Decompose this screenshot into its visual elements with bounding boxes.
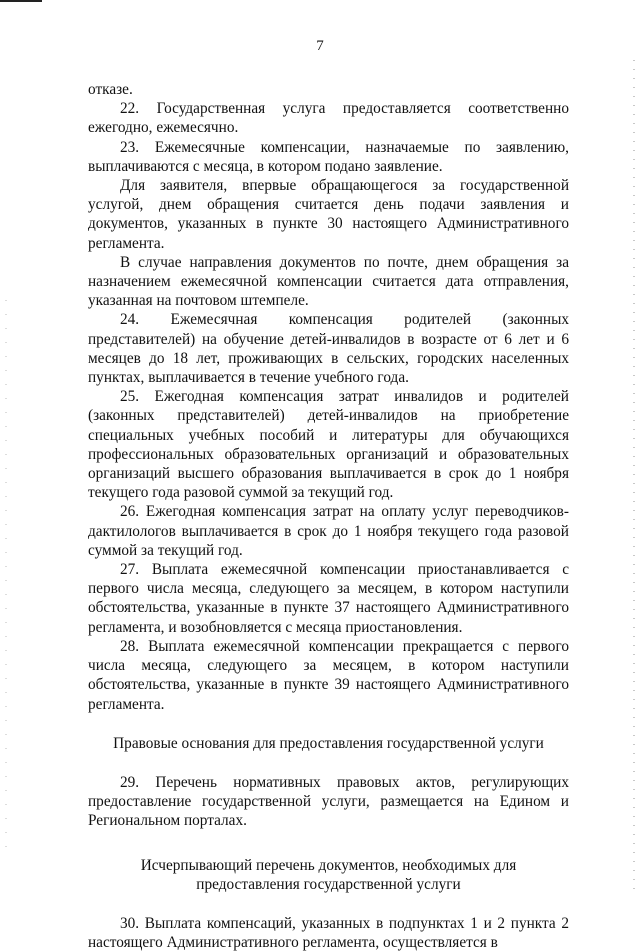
document-body — [88, 80, 569, 952]
paragraph-group-22-28 — [88, 80, 569, 714]
paragraph: 23. Ежемесячные компенсации, назначаемые по заявлению, выплачиваются с месяца, в котором подано заявление. — [88, 138, 569, 175]
paragraph-29: 29. Перечень нормативных правовых актов, регулирующих предоставление государственной услуги, размещается на Едином и Региональном порталах. — [88, 773, 569, 830]
paragraph-30: 30. Выплата компенсаций, указанных в подпунктах 1 и 2 пункта 2 настоящего Административного регламента, осуществляется в — [88, 914, 569, 952]
paragraph: 26. Ежегодная компенсация затрат на оплату услуг переводчиков-дактилологов выплачивается в срок до 1 ноября текущего года разовой суммой за текущий год. — [88, 503, 569, 559]
right-margin-scan-dots — [633, 60, 635, 890]
paragraph: 28. Выплата ежемесячной компенсации прекращается с первого числа месяца, следующего за месяцем, в котором наступили обстоятельства, указанные в пункте 39 настоящего Административного регламента. — [88, 637, 569, 713]
section-heading-legal-basis: Правовые основания для предоставления государственной услуги — [113, 734, 544, 752]
paragraph: 22. Государственная услуга предоставляется соответственно ежегодно, ежемесячно. — [88, 100, 569, 137]
paragraph: В случае направления документов по почте, днем обращения за назначением ежемесячной компенсации считается дата отправления, указанная на почтовом штемпеле. — [88, 253, 569, 310]
paragraph: 27. Выплата ежемесячной компенсации приостанавливается с первого числа месяца, следующего за месяцем, в котором наступили обстоятельства, указанные в пункте 37 настоящего Административного регламента, и возобновляется с месяца приостановления. — [88, 561, 569, 636]
paragraph: Для заявителя, впервые обращающегося за государственной услугой, днем обращения считается день подачи заявления и документов, указанных в пункте 30 настоящего Административного регламента. — [88, 177, 569, 252]
section-heading-documents-list: Исчерпывающий перечень документов, необходимых для предоставления государственной услуги — [140, 856, 517, 893]
page-number: 7 — [316, 38, 324, 54]
paragraph: отказе. — [88, 81, 133, 98]
paragraph: 24. Ежемесячная компенсация родителей (законных представителей) на обучение детей-инвалидов в возрасте от 6 лет и 6 месяцев до 18 лет, проживающих в сельских, городских населенных пунктах, выплачивается в течение учебного года. — [88, 311, 569, 387]
left-margin-scan-dots — [5, 300, 7, 860]
top-edge-rule — [0, 0, 42, 2]
paragraph: 25. Ежегодная компенсация затрат инвалидов и родителей (законных представителей) детей-инвалидов на приобретение специальных учебных пособий и литературы для обучающихся профессиональных образовательных организаций и образовательных организаций высшего образования выплачивается в срок до 1 ноября текущего года разовой суммой за текущий год. — [88, 388, 569, 502]
